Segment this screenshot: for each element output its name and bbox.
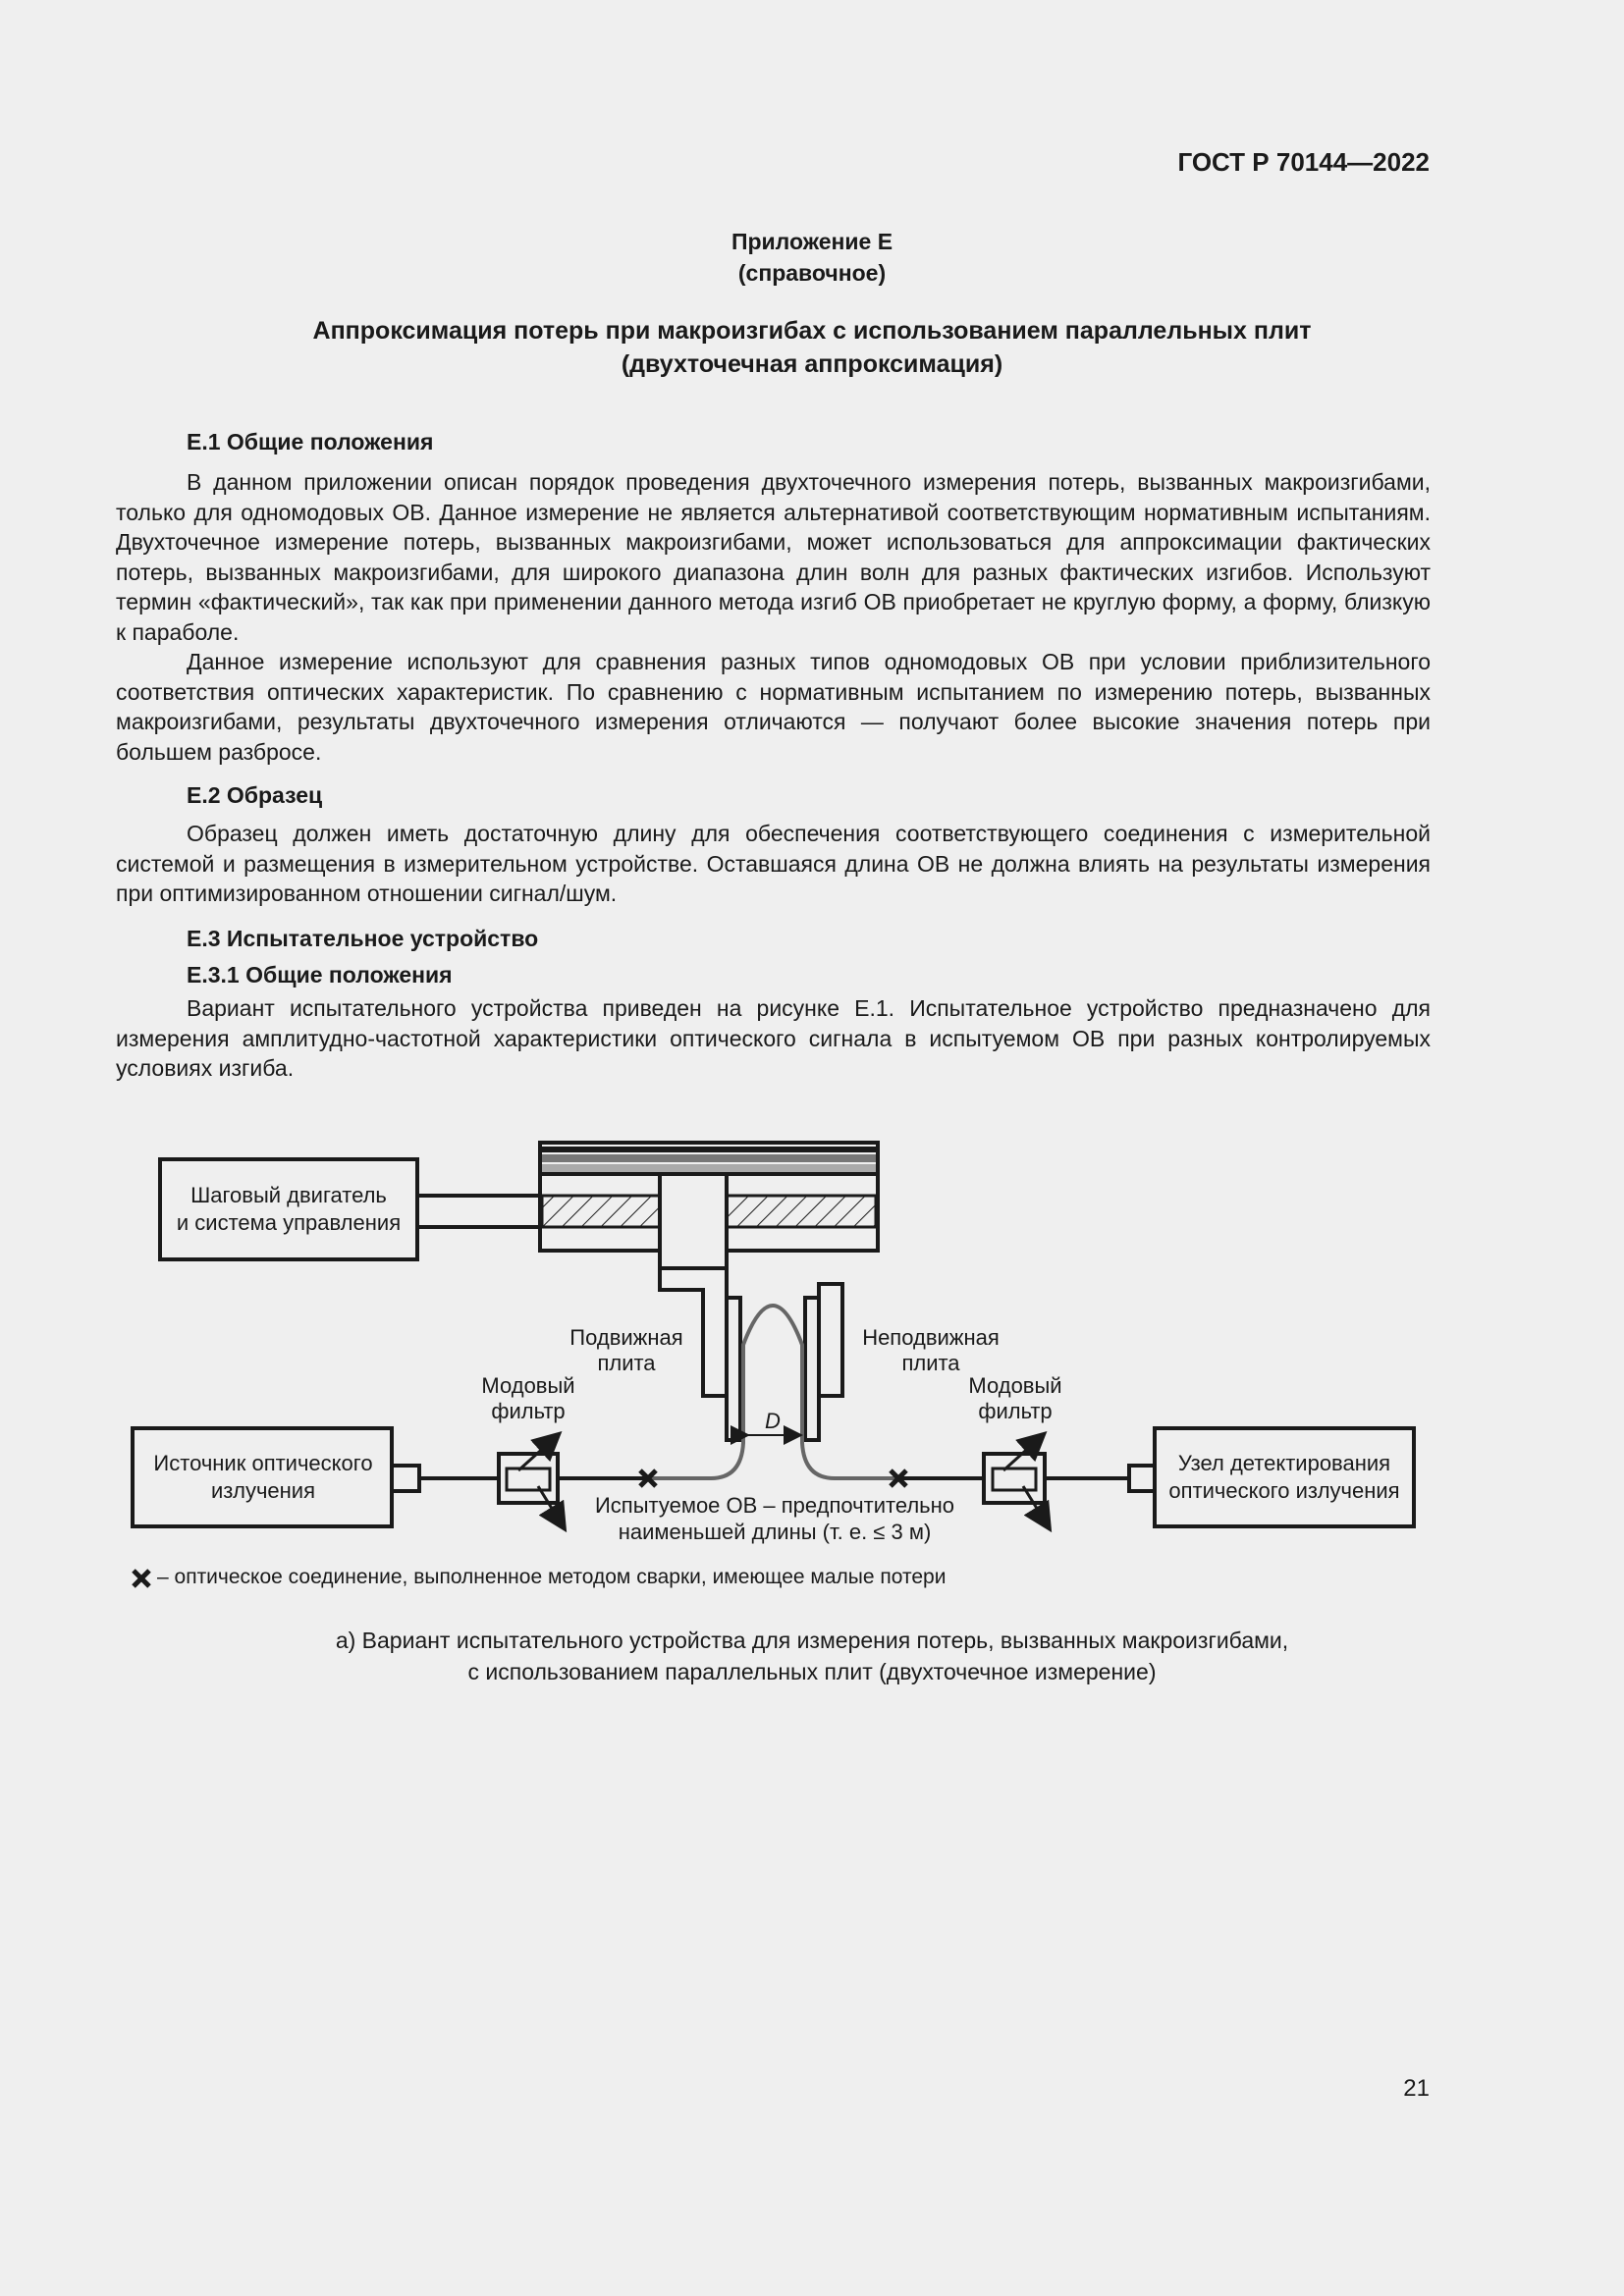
source-label-1: Источник оптического — [153, 1451, 373, 1475]
stepper-label-1: Шаговый двигатель — [190, 1183, 387, 1207]
figure-caption — [0, 1625, 1624, 1687]
source-connector — [392, 1466, 419, 1491]
movable-plate — [727, 1298, 740, 1440]
fiber-label-1: Испытуемое ОВ – предпочтительно — [594, 1493, 955, 1518]
figure-caption-line2: с использованием параллельных плит (двухточечное измерение) — [467, 1659, 1157, 1684]
fiber-label-2: наименьшей длины (т. е. ≤ 3 м) — [618, 1520, 932, 1544]
fixed-plate-support — [819, 1284, 842, 1396]
section-e31-paragraph-1: Вариант испытательного устройства приведен на рисунке Е.1. Испытательное устройство предназначено для измерения амплитудно-частотной характеристики оптического сигнала в испытуемом ОВ при разных контролируемых условиях изгиба. — [116, 995, 1431, 1081]
detector-box — [1155, 1428, 1414, 1526]
section-e3-heading: Е.3 Испытательное устройство — [187, 926, 539, 951]
annex-label: Приложение Е — [731, 229, 893, 254]
mode-filter-right-label-2: фильтр — [978, 1399, 1053, 1423]
legend-text: – оптическое соединение, выполненное методом сварки, имеющее малые потери — [157, 1566, 947, 1588]
gap-label: D — [765, 1409, 781, 1433]
movable-plate-label-2: плита — [597, 1351, 656, 1375]
mode-filter-right-label-1: Модовый — [968, 1373, 1062, 1398]
carriage-block — [660, 1174, 727, 1268]
fixed-plate-label-2: плита — [901, 1351, 960, 1375]
detector-connector — [1129, 1466, 1155, 1491]
stepper-motor-box — [160, 1159, 417, 1259]
legend-splice-icon — [134, 1571, 149, 1586]
fixed-plate — [805, 1298, 819, 1440]
section-e2-heading: Е.2 Образец — [187, 782, 323, 808]
frame-shade-2 — [542, 1164, 876, 1172]
mode-filter-left-label-2: фильтр — [491, 1399, 566, 1423]
section-e1-paragraph-1: В данном приложении описан порядок проведения двухточечного измерения потерь, вызванных макроизгибами, только для одномодовых ОВ. Данное измерение не является альтернативой соответствующим нормативным испытаниям. Двухточечное измерение потерь, вызванных макроизгибами, может использоваться для аппроксимации фактических потерь, вызванных макроизгибами, для широкого диапазона длин волн для разных фактических изгибов. Используют термин «фактический», так как при применении данного метода изгиб ОВ приобретает не круглую форму, а форму, близкую к параболе. — [116, 469, 1431, 645]
stepper-label-2: и система управления — [176, 1210, 402, 1235]
frame-top-bar — [542, 1147, 876, 1152]
section-e1-heading: Е.1 Общие положения — [187, 429, 434, 454]
section-e2-paragraph-1: Образец должен иметь достаточную длину для обеспечения соответствующего соединения с измерительной системой и размещения в измерительном устройстве. Оставшаяся длина ОВ не должна влиять на результаты измерения при оптимизированном отношении сигнал/шум. — [116, 821, 1431, 906]
section-e1-paragraph-2: Данное измерение используют для сравнения разных типов одномодовых ОВ при условии приблизительного соответствия оптических характеристик. По сравнению с нормативным испытанием по измерению потерь, вызванных макроизгибами, результаты двухточечного измерения отличаются — получают более высокие значения потерь при большем разбросе. — [116, 649, 1431, 765]
page-number: 21 — [1403, 2075, 1430, 2102]
annex-title-line1: Аппроксимация потерь при макроизгибах с использованием параллельных плит — [312, 317, 1312, 345]
mode-filter-left-label-1: Модовый — [481, 1373, 575, 1398]
frame-shade-1 — [542, 1154, 876, 1162]
detector-label-1: Узел детектирования — [1177, 1451, 1391, 1475]
figure-caption-line1: а) Вариант испытательного устройства для измерения потерь, вызванных макроизгибами, — [335, 1628, 1289, 1653]
annex-title-line2: (двухточечная аппроксимация) — [621, 350, 1003, 378]
annex-kind: (справочное) — [737, 260, 887, 286]
guide-hatch-right — [727, 1196, 876, 1227]
light-source-box — [133, 1428, 392, 1526]
section-e31-heading: Е.3.1 Общие положения — [187, 962, 453, 988]
document-id: ГОСТ Р 70144—2022 — [1177, 147, 1430, 177]
guide-hatch-left — [542, 1196, 660, 1227]
fixed-plate-label-1: Неподвижная — [862, 1325, 1000, 1350]
movable-plate-label-1: Подвижная — [569, 1325, 683, 1350]
detector-label-2: оптического излучения — [1168, 1478, 1400, 1503]
source-label-2: излучения — [210, 1478, 316, 1503]
